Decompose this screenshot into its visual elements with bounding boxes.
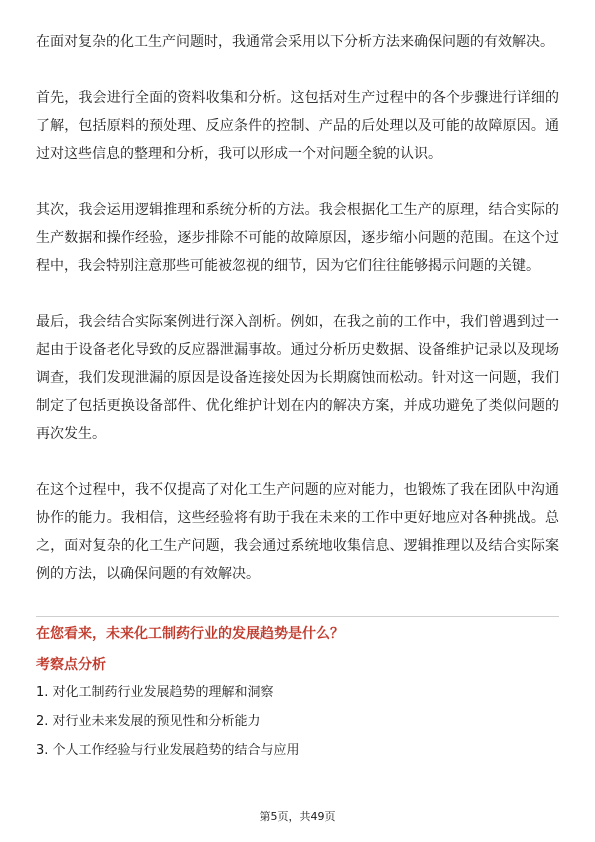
analysis-section-title: 考察点分析 [36, 657, 106, 673]
answer-paragraph-intro: 在面对复杂的化工生产问题时，我通常会采用以下分析方法来确保问题的有效解决。 [36, 34, 554, 50]
list-item: 3. 个人工作经验与行业发展趋势的结合与应用 [36, 743, 300, 758]
section-divider [36, 616, 559, 617]
analysis-points-list [36, 683, 559, 761]
answer-paragraph-first: 首先，我会进行全面的资料收集和分析。这包括对生产过程中的各个步骤进行详细的了解，包括原料的预处理、反应条件的控制、产品的后处理以及可能的故障原因。通过对这些信息的整理和分析，我可以形成一个对问题全貌的认识。 [36, 90, 559, 162]
list-item: 1. 对化工制药行业发展趋势的理解和洞察 [36, 685, 274, 700]
document-body [36, 24, 559, 770]
list-item: 2. 对行业未来发展的预见性和分析能力 [36, 714, 261, 729]
answer-paragraph-case: 最后，我会结合实际案例进行深入剖析。例如，在我之前的工作中，我们曾遇到过一起由于设备老化导致的反应器泄漏事故。通过分析历史数据、设备维护记录以及现场调查，我们发现泄漏的原因是设备连接处因为长期腐蚀而松动。针对这一问题，我们制定了包括更换设备部件、优化维护计划在内的解决方案，并成功避免了类似问题的再次发生。 [36, 314, 559, 442]
page-number: 第5页，共49页 [259, 810, 336, 823]
question-heading: 在您看来，未来化工制药行业的发展趋势是什么？ [36, 626, 344, 642]
answer-paragraph-summary: 在这个过程中，我不仅提高了对化工生产问题的应对能力，也锻炼了我在团队中沟通协作的能力。我相信，这些经验将有助于我在未来的工作中更好地应对各种挑战。总之，面对复杂的化工生产问题，我会通过系统地收集信息、逻辑推理以及结合实际案例的方法，以确保问题的有效解决。 [36, 482, 559, 582]
answer-paragraph-second: 其次，我会运用逻辑推理和系统分析的方法。我会根据化工生产的原理，结合实际的生产数据和操作经验，逐步排除不可能的故障原因，逐步缩小问题的范围。在这个过程中，我会特别注意那些可能被忽视的细节，因为它们往往能够揭示问题的关键。 [36, 202, 559, 274]
